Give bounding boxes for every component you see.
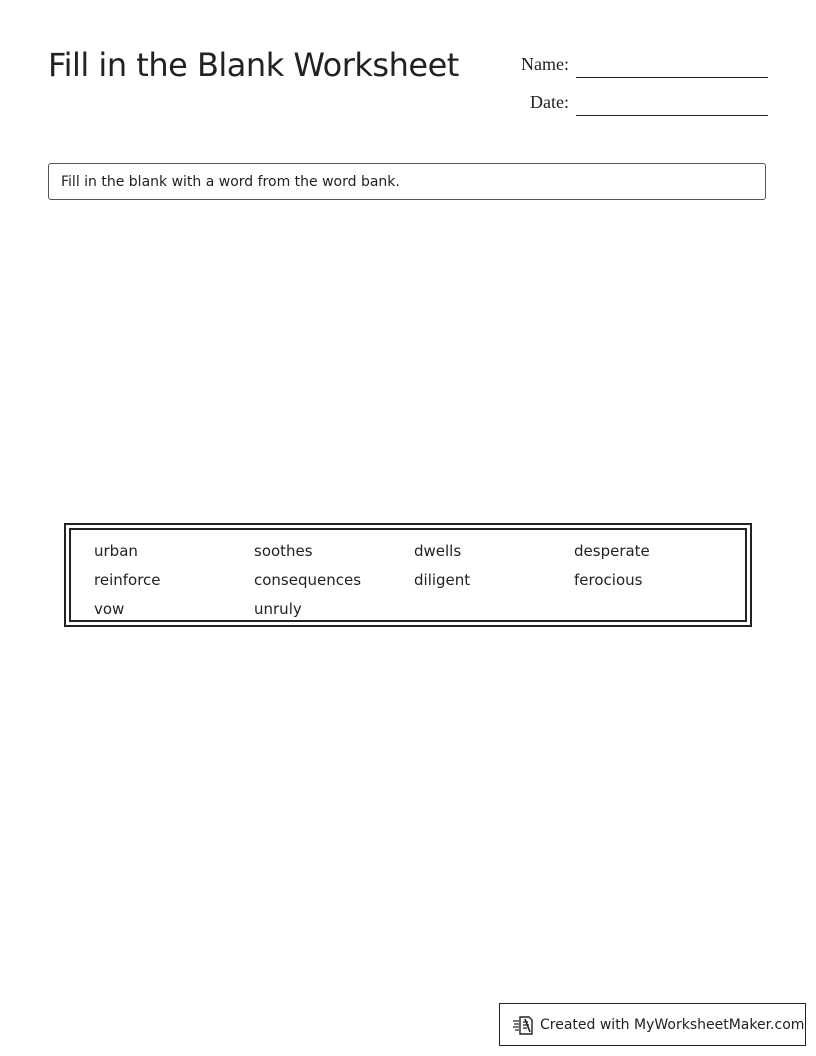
- word-bank-item: consequences: [254, 571, 362, 589]
- name-label: Name:: [521, 54, 569, 74]
- word-bank: [64, 523, 752, 627]
- word-bank-item: reinforce: [94, 571, 161, 589]
- name-line: [576, 77, 768, 78]
- word-bank-item: ferocious: [574, 571, 643, 589]
- worksheet-title: Fill in the Blank Worksheet: [48, 46, 459, 84]
- instructions-box: [48, 163, 766, 200]
- word-bank-item: dwells: [414, 542, 462, 560]
- word-bank-item: unruly: [254, 600, 302, 618]
- date-line: [576, 115, 768, 116]
- word-bank-item: urban: [94, 542, 138, 560]
- worksheet-maker-logo-icon: [512, 1014, 534, 1036]
- credit-badge[interactable]: [499, 1003, 806, 1046]
- date-label: Date:: [530, 92, 569, 112]
- word-bank-item: vow: [94, 600, 125, 618]
- word-bank-item: soothes: [254, 542, 313, 560]
- instructions-text: Fill in the blank with a word from the word bank.: [61, 174, 400, 190]
- word-bank-item: desperate: [574, 542, 650, 560]
- credit-text: Created with MyWorksheetMaker.com: [540, 1016, 805, 1033]
- word-bank-inner: [69, 528, 747, 622]
- word-bank-item: diligent: [414, 571, 471, 589]
